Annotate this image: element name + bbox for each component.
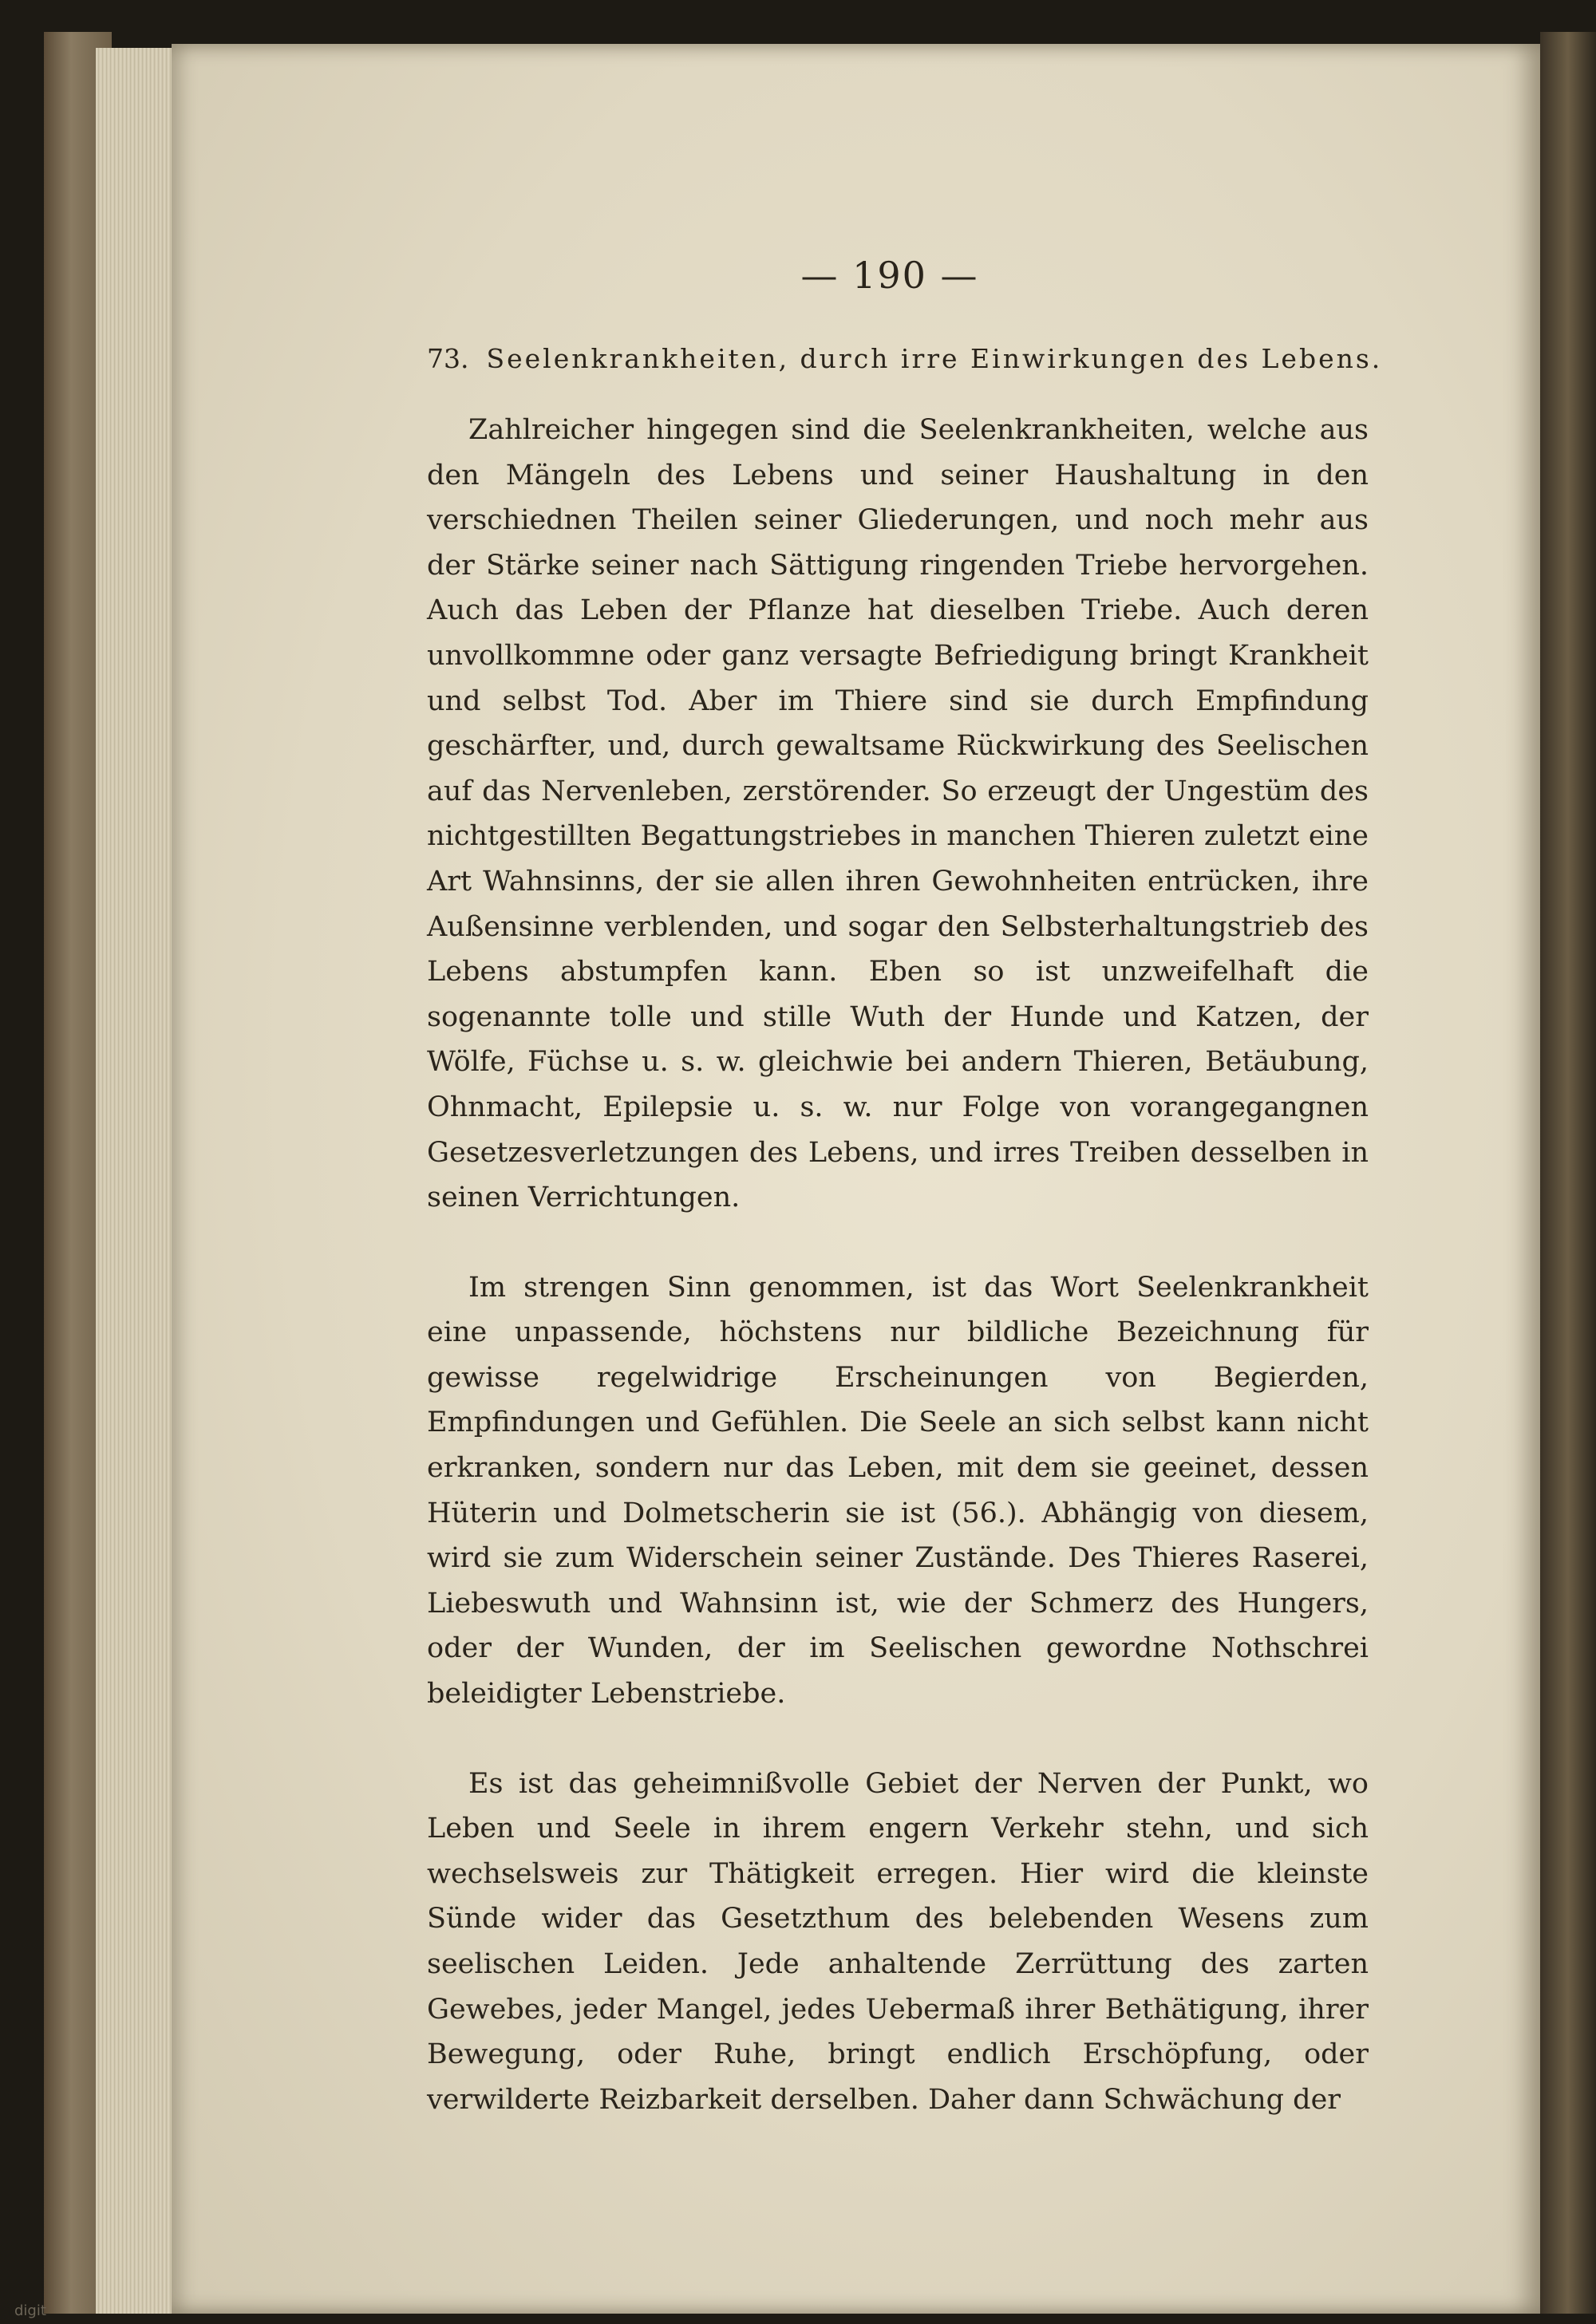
scan-mark: digit [14, 2302, 46, 2319]
section-title: Seelenkrankheiten, durch irre Einwirkungen des Lebens. [486, 343, 1383, 374]
section-number: 73. [427, 343, 469, 374]
section-heading [427, 343, 1383, 374]
section-73 [427, 343, 1383, 2167]
paragraph-3: Es ist das geheimnißvolle Gebiet der Nerven der Punkt, wo Leben und Seele in ihrem engern Verkehr stehn, und sich wechselsweis zur Thätigkeit erregen. Hier wird die kleinste Sünde wider das Gesetzthum des belebenden Wesens zum seelischen Leiden. Jede anhaltende Zerrüttung des zarten Gewebes, jeder Mangel, jedes Uebermaß ihrer Bethätigung, ihrer Bewegung, oder Ruhe, bringt endlich Erschöpfung, oder verwilderte Reizbarkeit derselben. Daher dann Schwächung der [427, 1767, 1369, 2116]
paragraph-1: Zahlreicher hingegen sind die Seelenkrankheiten, welche aus den Mängeln des Lebens und seiner Haushaltung in den verschiednen Theilen seiner Gliederungen, und noch mehr aus der Stärke seiner nach Sättigung ringenden Triebe hervorgehen. Auch das Leben der Pflanze hat dieselben Triebe. Auch deren unvollkommne oder ganz versagte Befriedigung bringt Krankheit und selbst Tod. Aber im Thiere sind sie durch Empfindung geschärfter, und, durch gewaltsame Rückwirkung des Seelischen auf das Nervenleben, zerstörender. So erzeugt der Ungestüm des nichtgestillten Begattungstriebes in manchen Thieren zuletzt eine Art Wahnsinns, der sie allen ihren Gewohnheiten entrücken, ihre Außensinne verblenden, und sogar den Selbsterhaltungstrieb des Lebens abstumpfen kann. Eben so ist unzweifelhaft die sogenannte tolle und stille Wuth der Hunde und Katzen, der Wölfe, Füchse u. s. w. gleichwie bei andern Thieren, Betäubung, Ohnmacht, Epilepsie u. s. w. nur Folge von vorangegangnen Gesetzesverletzungen des Lebens, und irres Treiben desselben in seinen Verrichtungen. [427, 414, 1369, 1214]
book-cover-right [1540, 32, 1596, 2314]
page-edges [96, 48, 180, 2314]
page-number: — 190 — [800, 254, 979, 297]
paragraph-2: Im strengen Sinn genommen, ist das Wort Seelenkrankheit eine unpassende, höchstens nur bildliche Bezeichnung für gewisse regelwidrige Erscheinungen von Begierden, Empfindungen und Gefühlen. Die Seele an sich selbst kann nicht erkranken, sondern nur das Leben, mit dem sie geeinet, dessen Hüterin und Dolmetscherin sie ist (56.). Abhängig von diesem, wird sie zum Widerschein seiner Zustände. Des Thieres Raserei, Liebeswuth und Wahnsinn ist, wie der Schmerz des Hungers, oder der Wunden, der im Seelischen gewordne Nothschrei beleidigter Lebenstriebe. [427, 1271, 1369, 1710]
